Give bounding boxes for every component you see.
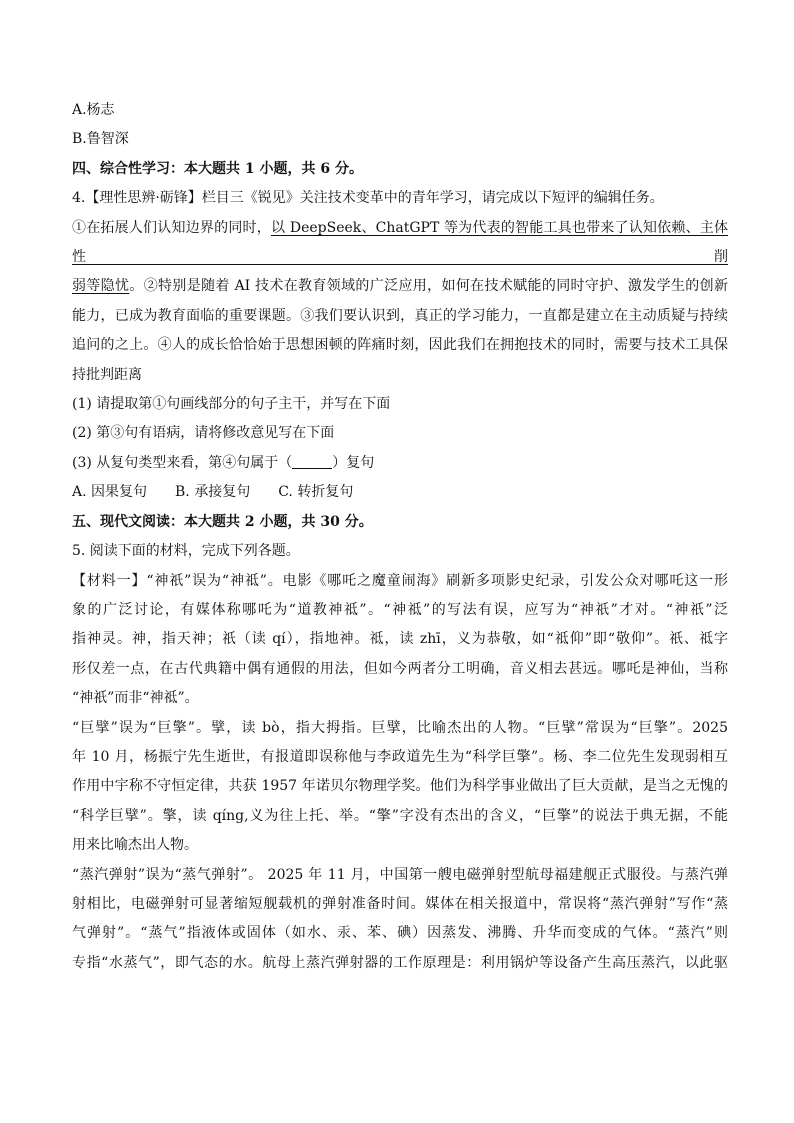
passage-line-2-text: 。②特别是随着 AI 技术在教育领域的广泛应用，如何在技术赋能的同时守护、激发学生的创新 [129,278,728,295]
paragraph-3-line: 射相比，电磁弹射可显著缩短舰载机的弹射准备时间。媒体在相关报道中，常误将“蒸汽弹射”写作“蒸 [72,895,728,912]
sub-question-1: (1) 请提取第①句画线部分的句子主干，并写在下面 [72,396,391,413]
sub-question-3-text: (3) 从复句类型来看，第④句属于（ [72,454,293,471]
answer-blank [292,452,332,469]
option-b: B.鲁智深 [72,131,129,148]
passage-line-1 [72,214,728,273]
paragraph-2-line: 用来比喻杰出人物。 [72,837,198,854]
section-five-heading: 五、现代文阅读：本大题共 2 小题，共 30 分。 [72,513,373,530]
material-1-line: 形仅差一点，在古代典籍中偶有通假的用法，但如今两者分工明确，音义相去甚远。哪吒是神仙，当称 [72,660,728,677]
choice-b: B. 承接复句 [175,484,251,501]
underlined-sentence-part-2: 弱等隐忧 [72,278,130,295]
choice-c: C. 转折复句 [278,484,354,501]
paragraph-2-line: 作用中宇称不守恒定律，共获 1957 年诺贝尔物理学奖。他们为科学事业做出了巨大贡献，是当之无愧的 [72,778,728,795]
passage-line-2 [72,272,728,301]
material-1-line: “神祇”而非“神祗”。 [72,690,199,707]
passage-line-5: 持批判距离 [72,366,142,383]
sub-question-2: (2) 第③句有语病，请将修改意见写在下面 [72,425,335,442]
paragraph-3-line: “蒸汽弹射”误为“蒸气弹射”。 2025 年 11 月，中国第一艘电磁弹射型航母福建舰正式服役。与蒸汽弹 [72,866,728,883]
passage-line-4: 追问的之上。④人的成长恰恰始于思想困顿的阵痛时刻，因此我们在拥抱技术的同时，需要与技术工具保 [72,337,728,354]
material-1-line: 象的广泛讨论，有媒体称哪吒为“道教神祗”。“神祗”的写法有误，应写为“神祇”才对。“神祇”泛 [72,601,728,618]
question-4-intro: 4.【理性思辨·砺锋】栏目三《锐见》关注技术变革中的青年学习，请完成以下短评的编辑任务。 [72,190,664,207]
paragraph-2-line: 年 10 月，杨振宁先生逝世，有报道即误称他与李政道先生为“科学巨擎”。杨、李二位先生发现弱相互 [72,748,728,765]
paragraph-2-line: “科学巨擘”。擎，读 qíng,义为往上托、举。“擎”字没有杰出的含义，“巨擎”的说法于典无据，不能 [72,807,728,824]
document-body [72,96,728,978]
passage-line-3: 能力，已成为教育面临的重要课题。③我们要认识到，真正的学习能力，一直都是建立在主动质疑与持续 [72,307,728,324]
sub-question-3 [72,449,728,478]
paragraph-2-line: “巨擘”误为“巨擎”。擘，读 bò，指大拇指。巨擘，比喻杰出的人物。“巨擘”常误为“巨擎”。2025 [72,719,728,736]
section-four-heading: 四、综合性学习：本大题共 1 小题，共 6 分。 [72,160,363,177]
paragraph-3-line: 气弹射”。“蒸气”指液体或固体（如水、汞、苯、碘）因蒸发、沸腾、升华而变成的气体。“蒸汽”则 [72,925,728,942]
choice-a: A. 因果复句 [72,484,148,501]
choice-list [72,478,728,507]
material-1-line: 【材料一】“神祇”误为“神祗”。电影《哪吒之魔童闹海》刷新多项影史纪录，引发公众对哪吒这一形 [72,572,728,589]
paragraph-3-line: 专指“水蒸气”，即气态的水。航母上蒸汽弹射器的工作原理是：利用锅炉等设备产生高压蒸汽，以此驱 [72,954,728,971]
underlined-sentence-part-1: 以 DeepSeek、ChatGPT 等为代表的智能工具也带来了认知依赖、主体性削 [72,219,728,266]
passage-line-1-text: ①在拓展人们认知边界的同时， [72,219,271,236]
question-5-intro: 5. 阅读下面的材料，完成下列各题。 [72,543,300,560]
sub-question-3-suffix: ）复句 [332,454,375,471]
material-1-line: 指神灵。神，指天神；祇（读 qí），指地神。祗，读 zhī，义为恭敬，如“祗仰”即“敬仰”。祇、祗字 [72,631,728,648]
option-a: A.杨志 [72,102,115,118]
